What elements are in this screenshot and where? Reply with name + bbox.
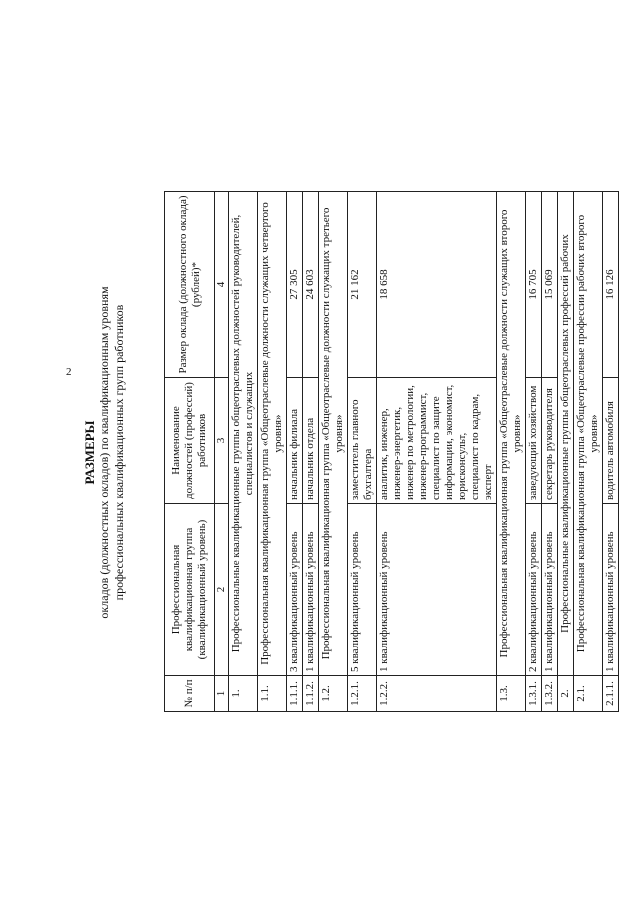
- table-row: [348, 192, 377, 712]
- row-number: 2.1.1.: [603, 676, 619, 712]
- qualification-level: 1 квалификационный уровень: [303, 504, 319, 676]
- column-number: 2: [215, 504, 229, 676]
- group-title: Профессиональная квалификационная группа «Общеотраслевые должности служащих четвертого уровня»: [258, 192, 287, 676]
- header-cell-group: Профессиональная квалификационная группа (квалификационный уровень): [165, 504, 215, 676]
- salary-amount: 21 162: [348, 192, 377, 378]
- column-number: 3: [215, 378, 229, 504]
- section-title: Профессиональные квалификационные группы общеотраслевых профессий рабочих: [558, 192, 574, 676]
- document-subtitle-line1: окладов (должностных окладов) по квалификационным уровням: [97, 286, 111, 619]
- position-name: секретарь руководителя: [542, 378, 558, 504]
- qualification-level: 1 квалификационный уровень: [377, 504, 497, 676]
- row-number: 1.1.: [258, 676, 287, 712]
- salary-amount: 16 705: [526, 192, 542, 378]
- column-numbers-row: [215, 192, 229, 712]
- salary-amount: 18 658: [377, 192, 497, 378]
- salary-table-body: [165, 192, 619, 712]
- qualification-level: 1 квалификационный уровень: [542, 504, 558, 676]
- row-number: 1.1.1.: [287, 676, 303, 712]
- row-number: 1.3.: [497, 676, 526, 712]
- salary-amount: 24 603: [303, 192, 319, 378]
- group-row: [497, 192, 526, 712]
- qualification-level: 3 квалификационный уровень: [287, 504, 303, 676]
- group-row: [258, 192, 287, 712]
- salary-amount: 15 069: [542, 192, 558, 378]
- row-number: 1.3.1.: [526, 676, 542, 712]
- column-number: 1: [215, 676, 229, 712]
- qualification-level: 5 квалификационный уровень: [348, 504, 377, 676]
- group-row: [319, 192, 348, 712]
- table-row: [303, 192, 319, 712]
- table-row: [377, 192, 497, 712]
- row-number: 1.2.: [319, 676, 348, 712]
- position-name: водитель автомобиля: [603, 378, 619, 504]
- salary-amount: 27 305: [287, 192, 303, 378]
- header-cell-number: № п/п: [165, 676, 215, 712]
- table-row: [287, 192, 303, 712]
- header-cell-position: Наименование должностей (профессий) работников: [165, 378, 215, 504]
- document-title: РАЗМЕРЫ: [82, 420, 97, 485]
- document-header: [82, 0, 127, 905]
- column-number: 4: [215, 192, 229, 378]
- header-cell-salary: Размер оклада (должностного оклада) (рублей)*: [165, 192, 215, 378]
- position-name: аналитик, инженер, инженер-энергетик, инженер по метрологии, инженер-программист, специалист по защите информации, экономист, юрисконсульт, специалист по кадрам, эксперт: [377, 378, 497, 504]
- table-row: [542, 192, 558, 712]
- row-number: 1.2.1.: [348, 676, 377, 712]
- row-number: 2.1.: [574, 676, 603, 712]
- position-name: заведующий хозяйством: [526, 378, 542, 504]
- row-number: 2.: [558, 676, 574, 712]
- table-row: [526, 192, 542, 712]
- section-title: Профессиональные квалификационные группы общеотраслевых должностей руководителей, специалистов и служащих: [229, 192, 258, 676]
- group-title: Профессиональная квалификационная группа «Общеотраслевые должности служащих второго уровня»: [497, 192, 526, 676]
- group-title: Профессиональная квалификационная группа «Общеотраслевые профессии рабочих второго уровня»: [574, 192, 603, 676]
- table-header-row: [165, 192, 215, 712]
- qualification-level: 1 квалификационный уровень: [603, 504, 619, 676]
- position-name: заместитель главного бухгалтера: [348, 378, 377, 504]
- section-row: [229, 192, 258, 712]
- row-number: 1.2.2.: [377, 676, 497, 712]
- salary-amount: 16 126: [603, 192, 619, 378]
- row-number: 1.: [229, 676, 258, 712]
- position-name: начальник филиала: [287, 378, 303, 504]
- row-number: 1.1.2.: [303, 676, 319, 712]
- salary-table: [164, 191, 619, 712]
- position-name: начальник отдела: [303, 378, 319, 504]
- row-number: 1.3.2.: [542, 676, 558, 712]
- group-row: [574, 192, 603, 712]
- table-row: [603, 192, 619, 712]
- group-title: Профессиональная квалификационная группа «Общеотраслевые должности служащих третьего уровня»: [319, 192, 348, 676]
- section-row: [558, 192, 574, 712]
- page-number: 2: [66, 366, 72, 378]
- document-subtitle-line2: профессиональных квалификационных групп работников: [112, 304, 126, 601]
- qualification-level: 2 квалификационный уровень: [526, 504, 542, 676]
